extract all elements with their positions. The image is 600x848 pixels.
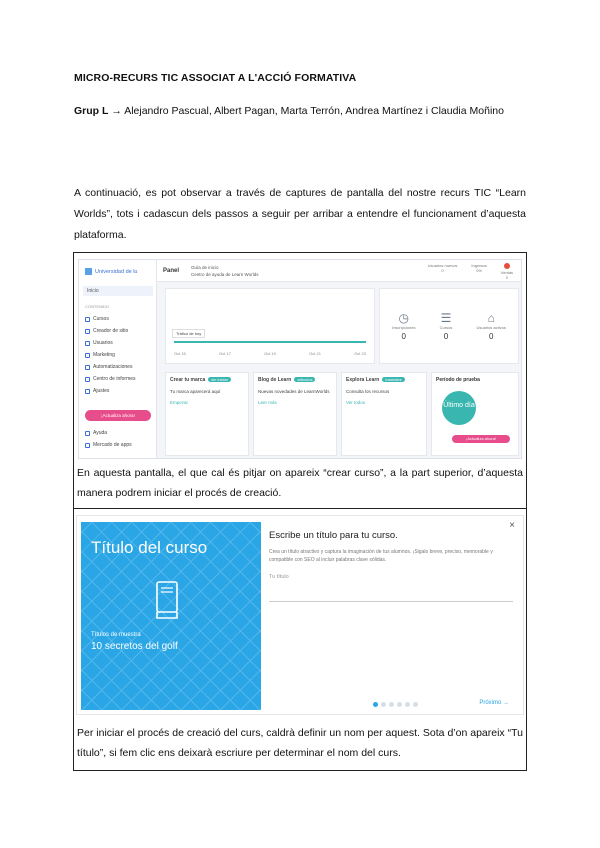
clock-icon: ◷ [398, 311, 409, 325]
step-dot [373, 702, 378, 707]
panel-title: Panel [163, 268, 180, 274]
card-blog[interactable] [253, 372, 337, 456]
sidebar-item-creador[interactable] [85, 328, 128, 334]
step-dot [389, 702, 394, 707]
sidebar-item-automatizaciones[interactable] [85, 364, 132, 370]
chart-axis [174, 351, 366, 356]
sample-titles-label: Títulos de muestra [91, 632, 141, 638]
card-title: Blog de Learn [258, 377, 292, 383]
apps-icon [85, 443, 90, 448]
traffic-chart [165, 288, 375, 364]
sidebar-item-mercado[interactable] [85, 442, 132, 448]
stat-sales [501, 263, 513, 280]
course-title-input[interactable]: Tu título [269, 574, 513, 602]
step-dot [381, 702, 386, 707]
sidebar-section-label: CONTENIDO [85, 304, 109, 309]
kpi-label: Cursos [439, 325, 453, 330]
chart-line [174, 341, 366, 343]
help-icon [85, 431, 90, 436]
axis-tick: Oct 19 [264, 351, 276, 356]
course-title-modal-screenshot [76, 515, 524, 715]
card-title: Crear tu marca [170, 377, 206, 383]
sidebar-item-ajustes[interactable] [85, 388, 109, 394]
kpi-label: Usuarios activos [476, 325, 506, 330]
group-arrow: → [111, 105, 122, 117]
sidebar-item-label: Centro de informes [93, 376, 136, 382]
axis-tick: Oct 17 [219, 351, 231, 356]
stat-new-users [428, 263, 458, 280]
card-tag: artículos [294, 377, 315, 382]
kpi-inscripciones [392, 311, 415, 341]
sidebar-item-informes[interactable] [85, 376, 136, 382]
step-dot [413, 702, 418, 707]
caption-1: En aquesta pantalla, el que cal és pitjar on apareix “crear curso”, a la part superior, d’aquesta manera podrem iniciar el procés de creació. [77, 467, 523, 499]
sidebar-item-label: Mercado de apps [93, 442, 132, 448]
stat-value: 0 [505, 275, 508, 280]
close-icon[interactable]: × [509, 520, 515, 531]
stat-value: 0 [441, 268, 444, 273]
trial-upgrade-button[interactable]: ¡Actualiza ahora! [452, 435, 510, 443]
sample-course-title: 10 secretos del golf [91, 641, 178, 652]
logo-grid-icon [85, 268, 92, 275]
course-title-preview: Título del curso [91, 538, 208, 557]
kpi-panel [379, 288, 519, 364]
card-body: Tu marca aparecerá aquí [170, 389, 221, 394]
site-builder-icon [85, 329, 90, 334]
axis-tick: Oct 15 [174, 351, 186, 356]
modal-description: Crea un título atractivo y captura la imaginación de tus alumnos. ¡Sigalo breve, preciso, memorable y compatible con SEO al incluir palabras clave sólidas. [269, 549, 493, 563]
school-name: Universidad de lu [95, 268, 138, 275]
marketing-icon [85, 353, 90, 358]
next-button[interactable]: Próximo → [479, 700, 509, 706]
sidebar-item-label: Marketing [93, 352, 115, 358]
top-stats [428, 263, 513, 280]
sidebar-item-ayuda[interactable] [85, 430, 107, 436]
automation-icon [85, 365, 90, 370]
book-icon [151, 580, 183, 620]
start-guide-link[interactable]: Guía de inicio [191, 265, 219, 270]
card-link[interactable]: Ver todos [346, 400, 366, 405]
tag-icon: ⌂ [487, 311, 495, 325]
chart-label: Tráfico de hoy [172, 329, 205, 338]
sidebar-item-home[interactable]: Inicio [83, 286, 153, 296]
card-tag: sin iniciar [208, 377, 231, 382]
group-label: Grup L [74, 105, 109, 117]
sidebar-item-label: Ajustes [93, 388, 110, 394]
kpi-value: 0 [401, 332, 406, 341]
list-icon: ☰ [440, 311, 452, 325]
kpi-label: Inscripciones [392, 325, 416, 330]
sidebar-item-label: Usuarios [93, 340, 113, 346]
trial-title: Período de prueba [436, 377, 480, 383]
axis-tick: Oct 21 [309, 351, 321, 356]
card-title: Explora Learn [346, 377, 380, 383]
courses-icon [85, 317, 90, 322]
kpi-value: 0 [443, 332, 449, 341]
card-body: Consulta los recursos [346, 389, 390, 394]
card-explore[interactable] [341, 372, 427, 456]
trial-card [431, 372, 519, 456]
card-link[interactable]: Empezar [170, 400, 189, 405]
sidebar-item-label: Creador de sitio [93, 328, 129, 334]
dashboard-sidebar [79, 260, 157, 458]
step-indicator [373, 702, 418, 707]
notification-dot-icon [504, 263, 510, 269]
group-line [74, 101, 526, 121]
card-body: Nuevas novedades de LearnWorlds [258, 389, 330, 394]
step-dot [397, 702, 402, 707]
sidebar-item-label: Cursos [93, 316, 109, 322]
stat-value: 0% [476, 268, 482, 273]
card-tag: tutoriales [382, 377, 404, 382]
sidebar-item-label: Ayuda [93, 430, 108, 436]
modal-heading: Escribe un título para tu curso. [269, 530, 398, 541]
dashboard-topbar [157, 260, 521, 282]
stat-label: Ventas [500, 270, 513, 275]
users-icon [85, 341, 90, 346]
caption-2: Per iniciar el procés de creació del curs, caldrà definir un nom per aquest. Sota d’on apareix “Tu título”, si fem clic ens deixarà escriure per determinar el nom del curs. [77, 727, 523, 759]
screenshot-box-2 [73, 509, 527, 771]
top-links [191, 264, 258, 278]
step-dot [405, 702, 410, 707]
upgrade-button[interactable]: ¡Actualiza ahora! [85, 410, 151, 421]
school-logo [85, 268, 138, 275]
kpi-value: 0 [488, 332, 494, 341]
stat-revenue [471, 263, 486, 280]
document-title: MICRO-RECURS TIC ASSOCIAT A L'ACCIÓ FORMATIVA [74, 72, 357, 84]
course-preview-panel [81, 522, 261, 710]
settings-icon [85, 389, 90, 394]
learnworlds-dashboard-screenshot [78, 259, 522, 459]
group-members: Alejandro Pascual, Albert Pagan, Marta Terrón, Andrea Martínez i Claudia Moñino [124, 105, 504, 117]
help-center-link[interactable]: Centro de ayuda de Learn Worlds [191, 272, 259, 277]
card-link[interactable]: Leer más [258, 400, 277, 405]
sidebar-item-marketing[interactable] [85, 352, 115, 358]
sidebar-item-usuarios[interactable] [85, 340, 113, 346]
sidebar-item-cursos[interactable] [85, 316, 109, 322]
kpi-usuarios [477, 311, 506, 341]
trial-badge: Último día [442, 391, 476, 425]
stat-label: Ingresos [471, 263, 487, 268]
stat-label: Usuarios nuevos [427, 263, 458, 268]
sidebar-item-label: Automatizaciones [93, 364, 133, 370]
intro-paragraph: A continuació, es pot observar a través de captures de pantalla del nostre recurs TIC “Learn Worlds”, tots i cadascun dels passos a seguir per arribar a entendre el funcionament d’aquesta plataforma. [74, 187, 526, 241]
screenshot-box-1 [73, 252, 527, 509]
kpi-cursos [440, 311, 453, 341]
reports-icon [85, 377, 90, 382]
card-brand[interactable] [165, 372, 249, 456]
axis-tick: Oct 23 [354, 351, 366, 356]
